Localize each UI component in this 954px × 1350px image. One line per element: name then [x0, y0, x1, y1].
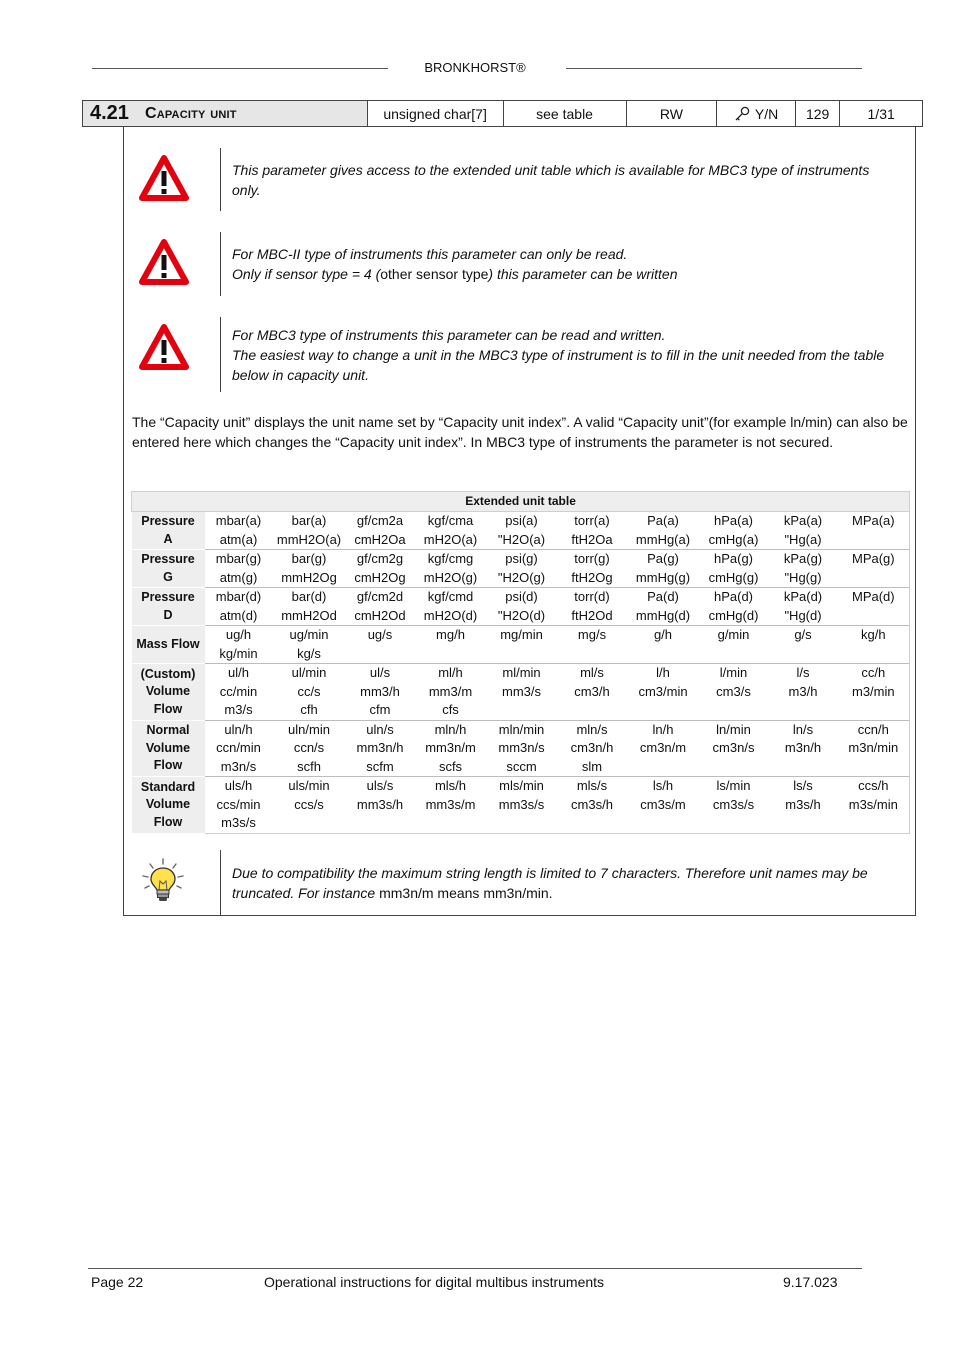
unit-cell: mm3n/h: [356, 740, 404, 755]
unit-group-label-line: Volume: [145, 684, 191, 698]
footer-document-title: Operational instructions for digital multibus instruments: [264, 1274, 605, 1290]
unit-cell: ccs/s: [294, 796, 324, 812]
unit-cell: gf/cm2g: [346, 550, 415, 569]
unit-cell: kgf/cmd: [415, 588, 487, 607]
unit-cell: [487, 814, 557, 833]
unit-cell: [346, 814, 415, 833]
unit-cell: cmH2Od: [354, 607, 406, 623]
unit-cell: [628, 814, 699, 833]
unit-cell: l/h: [628, 664, 699, 683]
unit-table-row: [132, 814, 910, 833]
unit-group-label: [132, 664, 205, 721]
unit-cell: [699, 758, 769, 777]
unit-group-label-line: A: [163, 531, 173, 546]
unit-cell: cmHg(g): [708, 569, 759, 585]
unit-cell: mmHg(a): [635, 531, 691, 547]
unit-group-label-line: D: [163, 607, 173, 622]
unit-cell: [838, 814, 910, 833]
unit-cell: mm3n/m: [425, 740, 476, 755]
section-title: Capacity unit: [144, 104, 237, 122]
unit-cell: cc/h: [838, 664, 910, 683]
key-icon: [734, 106, 750, 122]
unit-cell: kgf/cmg: [415, 550, 487, 569]
unit-cell: mm3n/s: [498, 740, 545, 755]
footer-document-number: 9.17.023: [783, 1274, 838, 1290]
unit-cell: "H2O(d): [497, 607, 546, 623]
unit-cell: mmH2O(a): [276, 531, 342, 547]
unit-cell: atm(g): [219, 569, 258, 585]
unit-cell: m3n/s: [220, 758, 257, 774]
unit-group-label-line: Pressure: [141, 590, 195, 604]
unit-cell: Pa(g): [628, 550, 699, 569]
unit-table-row: [132, 569, 910, 588]
unit-cell: ccn/min: [216, 740, 261, 755]
lightbulb-icon: [139, 857, 187, 905]
unit-cell: m3s/min: [838, 796, 910, 815]
unit-cell: mbar(d): [205, 588, 273, 607]
param-access: RW: [626, 101, 717, 126]
unit-table-row: [132, 607, 910, 626]
unit-group-label-line: (Custom): [140, 666, 196, 681]
unit-group-label-line: G: [163, 569, 173, 584]
unit-cell: sccm: [506, 758, 537, 774]
unit-cell: [838, 645, 910, 664]
unit-cell: "Hg(g): [784, 569, 822, 585]
unit-cell: uln/s: [346, 720, 415, 739]
extended-unit-table: [131, 491, 910, 834]
unit-cell: ls/s: [769, 777, 838, 796]
unit-cell: gf/cm2a: [346, 512, 415, 531]
unit-table-row: [132, 758, 910, 777]
unit-cell: cc/s: [297, 683, 321, 699]
unit-cell: cm3s/s: [712, 796, 755, 812]
unit-cell: mm3/s: [502, 683, 541, 699]
unit-cell: [699, 814, 769, 833]
tip-note-italic: Due to compatibility the maximum string length is limited to 7 characters. Therefore unit names may be truncated. For instance: [232, 865, 868, 901]
unit-cell: ccn/s: [293, 740, 325, 755]
unit-cell: mm3/h: [360, 683, 400, 699]
unit-cell: m3s/h: [785, 796, 821, 812]
unit-cell: slm: [581, 758, 603, 774]
unit-cell: cfh: [300, 702, 318, 717]
unit-cell: [628, 645, 699, 664]
warning-note-2-line2: Only if sensor type = 4 (other sensor type) this parameter can be written: [232, 266, 678, 282]
unit-cell: cm3s/m: [640, 796, 686, 812]
warning-note-3-line1: For MBC3 type of instruments this parameter can be read and written.: [232, 327, 666, 343]
unit-group-label-line: Mass Flow: [136, 636, 200, 651]
unit-cell: cc/min: [219, 683, 258, 699]
unit-group-label: [132, 550, 205, 588]
unit-cell: mH2O(a): [423, 531, 478, 547]
unit-cell: torr(a): [557, 512, 628, 531]
unit-cell: l/s: [769, 664, 838, 683]
tip-note-example: mm3n/m means mm3n/min.: [379, 885, 553, 901]
unit-group-label: [132, 720, 205, 777]
unit-table-row: [132, 645, 910, 664]
unit-cell: kgf/cma: [415, 512, 487, 531]
unit-cell: [628, 758, 699, 777]
unit-cell: [273, 814, 346, 833]
unit-cell: mls/min: [487, 777, 557, 796]
unit-cell: mm3s/s: [498, 796, 545, 812]
unit-group-label-line: Pressure: [141, 514, 195, 528]
warning-triangle-icon: [139, 155, 189, 201]
unit-cell: mH2O(g): [423, 569, 478, 585]
unit-cell: g/min: [699, 626, 769, 645]
unit-table-row: [132, 664, 910, 683]
unit-cell: ls/h: [628, 777, 699, 796]
unit-cell: mls/h: [415, 777, 487, 796]
unit-cell: uln/h: [205, 720, 273, 739]
unit-group-label-line: Volume: [145, 740, 191, 755]
unit-cell: bar(g): [273, 550, 346, 569]
unit-cell: mls/s: [557, 777, 628, 796]
warning-triangle-icon: [139, 324, 189, 370]
unit-cell: scfh: [297, 758, 321, 774]
unit-cell: ug/s: [346, 626, 415, 645]
unit-cell: ul/min: [273, 664, 346, 683]
unit-cell: mbar(a): [205, 512, 273, 531]
param-secured: [716, 101, 795, 126]
unit-cell: kPa(g): [769, 550, 838, 569]
brand-name: BRONKHORST®: [424, 60, 526, 75]
header-rule-left: [92, 68, 388, 69]
unit-cell: ccs/h: [838, 777, 910, 796]
unit-cell: MPa(d): [838, 588, 910, 607]
unit-cell: ftH2Oa: [571, 531, 613, 547]
warning-triangle-icon: [139, 239, 189, 285]
unit-cell: ml/min: [487, 664, 557, 683]
unit-cell: ls/min: [699, 777, 769, 796]
description-paragraph: The “Capacity unit” displays the unit name set by “Capacity unit index”. A valid “Capacity unit”(for example ln/min) can also be entered here which changes the “Capacity unit index”. In MBC3 type of instruments the parameter is not secured.: [132, 414, 908, 450]
unit-cell: mbar(g): [205, 550, 273, 569]
unit-cell: [699, 701, 769, 720]
unit-cell: cmH2Oa: [354, 531, 406, 547]
unit-cell: [838, 607, 910, 626]
unit-cell: [838, 569, 910, 588]
unit-cell: cm3/h: [574, 683, 610, 699]
unit-cell: mln/h: [415, 720, 487, 739]
unit-cell: ln/s: [769, 720, 838, 739]
unit-cell: l/min: [699, 664, 769, 683]
tip-note: [220, 850, 890, 916]
unit-group-label-line: Volume: [145, 797, 191, 812]
unit-cell: ul/h: [205, 664, 273, 683]
unit-cell: cm3s/h: [571, 796, 613, 812]
unit-cell: [769, 814, 838, 833]
unit-cell: bar(a): [273, 512, 346, 531]
unit-table-row: [132, 796, 910, 815]
warning-note-1: [220, 148, 890, 211]
unit-cell: mg/s: [557, 626, 628, 645]
unit-cell: uls/s: [346, 777, 415, 796]
unit-cell: ul/s: [346, 664, 415, 683]
unit-cell: mmHg(g): [635, 569, 691, 585]
unit-group-label-line: Standard: [140, 779, 196, 794]
unit-table-row: [132, 683, 910, 702]
unit-cell: ln/h: [628, 720, 699, 739]
unit-cell: hPa(a): [699, 512, 769, 531]
unit-cell: [487, 645, 557, 664]
unit-cell: "Hg(d): [784, 607, 822, 623]
unit-cell: ccn/h: [838, 720, 910, 739]
unit-cell: mmH2Og: [281, 569, 337, 585]
unit-cell: [557, 645, 628, 664]
unit-cell: hPa(d): [699, 588, 769, 607]
unit-cell: cmHg(a): [708, 531, 759, 547]
unit-cell: ftH2Od: [571, 607, 613, 623]
unit-cell: [415, 645, 487, 664]
unit-cell: mmHg(d): [635, 607, 691, 623]
unit-cell: psi(a): [487, 512, 557, 531]
unit-cell: torr(g): [557, 550, 628, 569]
unit-cell: g/h: [628, 626, 699, 645]
unit-cell: [769, 645, 838, 664]
unit-cell: [699, 645, 769, 664]
unit-cell: mm3s/m: [425, 796, 476, 812]
unit-cell: ftH2Og: [571, 569, 613, 585]
unit-cell: "H2O(g): [497, 569, 546, 585]
unit-group-label: [132, 588, 205, 626]
section-number: 4.21: [90, 102, 129, 124]
unit-group-label-line: Flow: [153, 701, 183, 716]
unit-cell: [838, 701, 910, 720]
unit-cell: cm3/s: [716, 683, 751, 699]
unit-cell: cm3n/h: [570, 740, 614, 755]
unit-cell: gf/cm2d: [346, 588, 415, 607]
unit-group-label-line: Normal: [146, 723, 190, 737]
footer-rule: [88, 1268, 862, 1269]
unit-cell: [769, 758, 838, 777]
unit-cell: cmHg(d): [708, 607, 759, 623]
unit-cell: mln/s: [557, 720, 628, 739]
unit-cell: m3n/min: [838, 739, 910, 758]
unit-cell: m3/h: [788, 683, 818, 699]
unit-cell: cm3/min: [638, 683, 688, 699]
unit-cell: Pa(d): [628, 588, 699, 607]
unit-cell: Pa(a): [628, 512, 699, 531]
unit-table-row: [132, 701, 910, 720]
unit-cell: m3n/h: [784, 740, 822, 755]
unit-cell: [487, 701, 557, 720]
unit-cell: bar(d): [273, 588, 346, 607]
unit-cell: mm3s/h: [356, 796, 404, 812]
unit-group-label: [132, 626, 205, 664]
unit-cell: psi(d): [487, 588, 557, 607]
unit-group-label-line: Flow: [153, 814, 183, 829]
warning-note-2: [220, 232, 890, 296]
unit-cell: mmH2Od: [281, 607, 337, 623]
unit-cell: mm3/m: [428, 683, 473, 699]
unit-cell: scfs: [438, 758, 463, 774]
unit-cell: mg/min: [487, 626, 557, 645]
header-rule-right: [566, 68, 862, 69]
unit-table-row: [132, 720, 910, 739]
warning-note-2-line1: For MBC-II type of instruments this parameter can only be read.: [232, 246, 628, 262]
unit-table-caption: Extended unit table: [132, 492, 910, 512]
warning-note-3: [220, 317, 890, 392]
unit-cell: [769, 701, 838, 720]
param-proc-par: 1/31: [839, 101, 922, 126]
unit-cell: [557, 814, 628, 833]
unit-cell: kg/min: [219, 645, 258, 661]
unit-cell: mg/h: [415, 626, 487, 645]
unit-group-label: [132, 512, 205, 550]
unit-group-label-line: Flow: [153, 758, 183, 772]
unit-cell: [838, 531, 910, 550]
unit-cell: torr(d): [557, 588, 628, 607]
unit-cell: uls/min: [273, 777, 346, 796]
unit-cell: m3/s: [224, 702, 253, 717]
footer-page-number: Page 22: [91, 1274, 144, 1290]
unit-table-row: [132, 588, 910, 607]
unit-cell: ml/s: [557, 664, 628, 683]
unit-cell: kPa(d): [769, 588, 838, 607]
unit-group-label-line: Pressure: [141, 552, 195, 566]
unit-cell: kg/s: [297, 645, 321, 661]
unit-cell: cmH2Og: [354, 569, 406, 585]
unit-cell: [838, 758, 910, 777]
unit-cell: m3/min: [838, 683, 910, 702]
unit-cell: g/s: [769, 626, 838, 645]
unit-cell: ug/h: [205, 626, 273, 645]
unit-cell: cfs: [442, 702, 459, 717]
unit-cell: ug/min: [273, 626, 346, 645]
unit-cell: ml/h: [415, 664, 487, 683]
unit-cell: ccs/min: [216, 796, 261, 812]
unit-cell: "Hg(a): [784, 531, 822, 547]
unit-cell: uls/h: [205, 777, 273, 796]
secured-value: Y/N: [754, 105, 779, 122]
unit-cell: kg/h: [838, 626, 910, 645]
unit-cell: hPa(g): [699, 550, 769, 569]
unit-cell: cfm: [369, 702, 391, 717]
unit-group-label: [132, 777, 205, 834]
unit-table-row: [132, 739, 910, 758]
unit-cell: scfm: [366, 758, 394, 774]
section-heading: [83, 101, 367, 126]
unit-table-row: [132, 531, 910, 550]
unit-cell: atm(d): [219, 607, 258, 623]
unit-cell: kPa(a): [769, 512, 838, 531]
unit-cell: "H2O(a): [497, 531, 546, 547]
param-fbnr: 129: [795, 101, 839, 126]
warning-note-3-line2: The easiest way to change a unit in the MBC3 type of instrument is to fill in the unit needed from the table below in capacity unit.: [232, 347, 885, 383]
unit-cell: m3s/s: [205, 814, 273, 833]
unit-cell: cm3n/s: [712, 740, 755, 755]
parameter-title-bar: [82, 100, 923, 127]
unit-table-row: [132, 626, 910, 645]
unit-cell: [415, 814, 487, 833]
unit-table-row: [132, 550, 910, 569]
unit-table-row: [132, 777, 910, 796]
unit-cell: mln/min: [487, 720, 557, 739]
unit-cell: uln/min: [273, 720, 346, 739]
unit-table-row: [132, 512, 910, 531]
unit-cell: cm3n/m: [639, 740, 687, 755]
unit-cell: mH2O(d): [423, 607, 478, 623]
unit-cell: [557, 701, 628, 720]
param-range: see table: [503, 101, 626, 126]
unit-cell: psi(g): [487, 550, 557, 569]
unit-cell: atm(a): [219, 531, 258, 547]
warning-note-1-text: This parameter gives access to the extended unit table which is available for MBC3 type of instruments only.: [232, 162, 870, 198]
param-type: unsigned char[7]: [367, 101, 503, 126]
unit-cell: MPa(g): [838, 550, 910, 569]
unit-cell: [346, 645, 415, 664]
unit-cell: MPa(a): [838, 512, 910, 531]
unit-cell: ln/min: [699, 720, 769, 739]
unit-cell: [628, 701, 699, 720]
